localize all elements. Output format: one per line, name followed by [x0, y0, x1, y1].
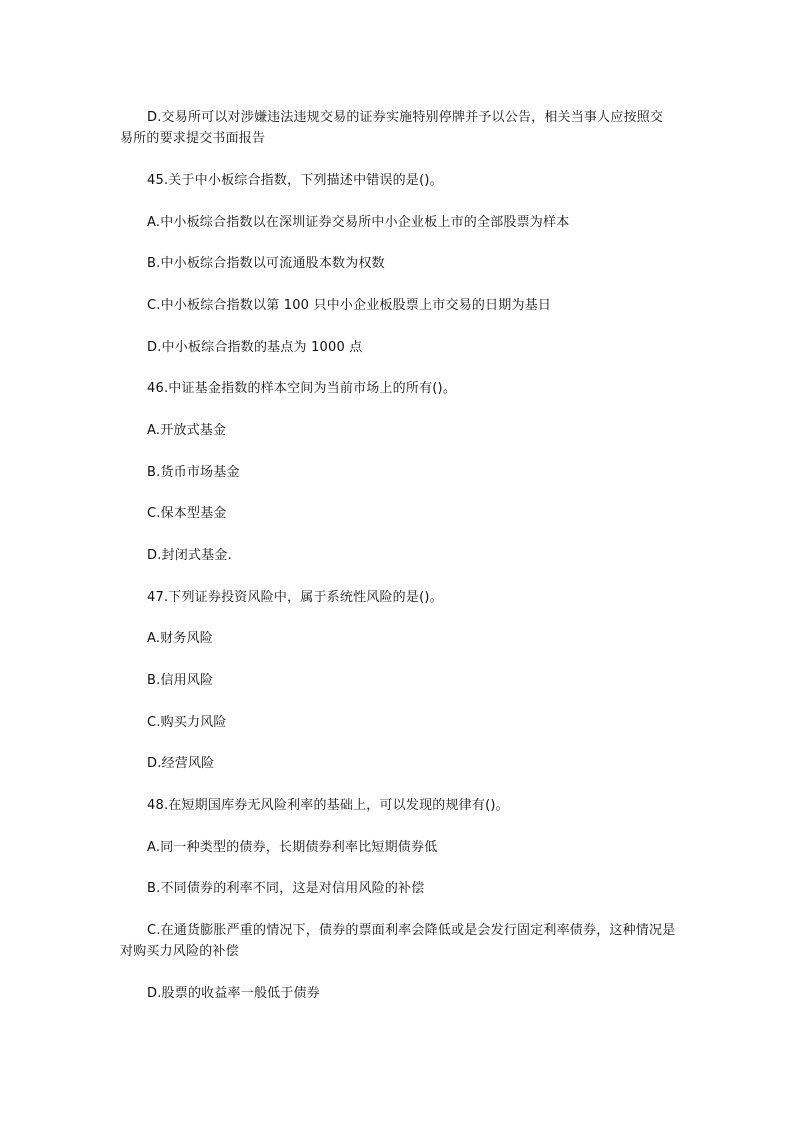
question-46: 46.中证基金指数的样本空间为当前市场上的所有()。: [147, 381, 457, 396]
question-45: 45.关于中小板综合指数，下列描述中错误的是()。: [147, 173, 443, 188]
option-45-b: B.中小板综合指数以可流通股本数为权数: [147, 256, 385, 271]
question-48: 48.在短期国库券无风险利率的基础上，可以发现的规律有()。: [147, 798, 509, 813]
option-46-c: C.保本型基金: [147, 506, 227, 521]
option-47-b: B.信用风险: [147, 673, 214, 688]
option-45-d: D.中小板综合指数的基点为 1000 点: [147, 340, 363, 355]
option-47-a: A.财务风险: [147, 631, 213, 646]
question-47: 47.下列证券投资风险中，属于系统性风险的是()。: [147, 590, 443, 605]
option-47-d: D.经营风险: [147, 756, 215, 771]
option-46-a: A.开放式基金: [147, 423, 227, 438]
option-45-a: A.中小板综合指数以在深圳证券交易所中小企业板上市的全部股票为样本: [147, 215, 570, 230]
option-46-b: B.货币市场基金: [147, 465, 240, 480]
paragraph-option-d-q44: D.交易所可以对涉嫌违法违规交易的证券实施特别停牌并予以公告，相关当事人应按照交易所的要求提交书面报告: [120, 110, 664, 146]
option-48-d: D.股票的收益率一般低于债券: [147, 986, 320, 1001]
option-48-c: C.在通货膨胀严重的情况下，债券的票面利率会降低或是会发行固定利率债券，这种情况是对购买力风险的补偿: [120, 923, 676, 959]
option-46-d: D.封闭式基金.: [147, 548, 232, 563]
option-45-c: C.中小板综合指数以第 100 只中小企业板股票上市交易的日期为基日: [147, 298, 552, 313]
option-48-a: A.同一种类型的债券，长期债券利率比短期债券低: [147, 840, 438, 855]
option-48-b: B.不同债券的利率不同，这是对信用风险的补偿: [147, 881, 425, 896]
option-47-c: C.购买力风险: [147, 715, 227, 730]
